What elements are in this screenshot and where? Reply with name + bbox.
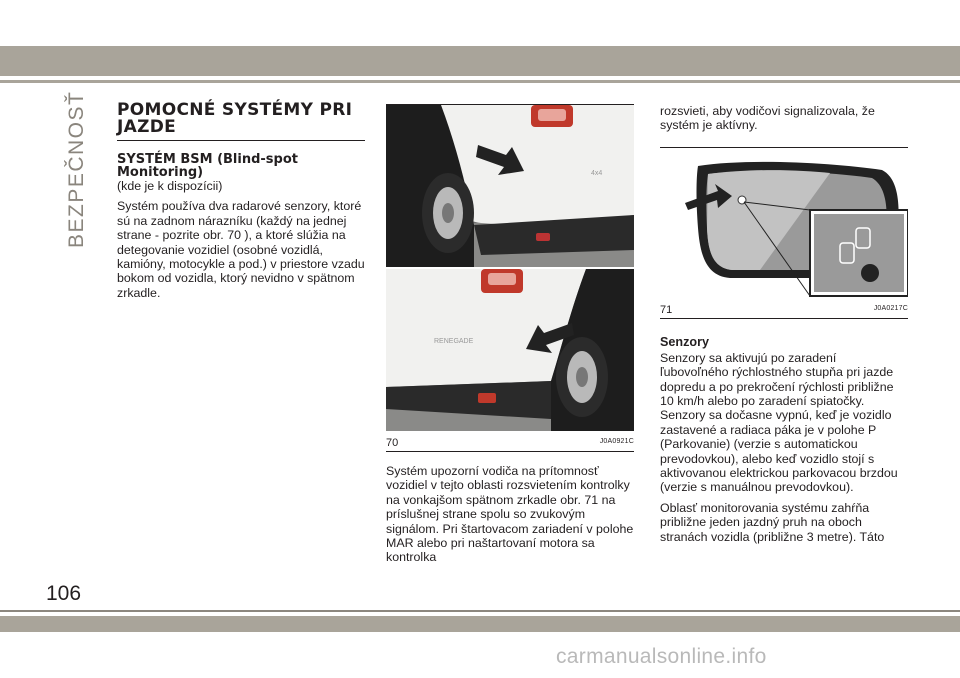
page-number: 106 — [46, 582, 82, 605]
sensors-heading: Senzory — [660, 334, 709, 349]
availability-note: (kde je k dispozícii) — [117, 179, 223, 193]
rear-bumper-left-photo — [386, 105, 634, 267]
warning-paragraph: Systém upozorní vodiča na prítomnosť vozidiel v tejto oblasti rozsvietením kontrolky na vonkajšom spätnom zrkadle obr. 71 na príslušnej strane spolu so zvukovým signálom. Pri štartovacom zariadení v polohe MAR alebo pri naštartovaní motora sa kontrolka — [386, 464, 634, 565]
svg-text:RENEGADE: RENEGADE — [434, 338, 474, 345]
figure-code: J0A0921C — [599, 438, 634, 445]
figure-number: 70 — [386, 437, 399, 449]
figure-code: J0A0217C — [873, 304, 908, 312]
rear-bumper-right-photo — [386, 269, 634, 431]
sensors-paragraph-2: Oblasť monitorovania systému zahŕňa približne jeden jazdný pruh na oboch stranách vozidla (približne 3 metre). Táto — [660, 500, 885, 544]
continued-paragraph: rozsvieti, aby vodičovi signalizovala, že systém je aktívny. — [660, 104, 875, 133]
car-rear-right-image — [386, 269, 634, 431]
side-mirror-illustration — [660, 148, 908, 298]
column-2 — [386, 104, 634, 565]
figure-70-caption — [386, 433, 634, 452]
figure-71-caption — [660, 300, 908, 319]
section-subtitle: SYSTÉM BSM (Blind-spot Monitoring) — [117, 152, 298, 180]
figure-number: 71 — [660, 303, 673, 316]
bottom-decorative-band — [0, 616, 960, 632]
top-rule — [0, 80, 960, 83]
chapter-side-label: BEZPEČNOSŤ — [65, 90, 88, 248]
page-title: POMOCNÉ SYSTÉMY PRI JAZDE — [117, 102, 365, 141]
column-1 — [117, 102, 365, 300]
svg-text:4x4: 4x4 — [591, 170, 603, 177]
watermark: carmanualsonline.info — [556, 645, 767, 668]
intro-paragraph: Systém používa dva radarové senzory, ktoré sú na zadnom nárazníku (každý na jednej strane - pozrite obr. 70 ), a ktoré slúžia na detegovanie vozidiel (osobné vozidlá, kamióny, motocykle a pod.) v priestore vzadu bokom od vozidla, ktorý nevidno v spätnom zrkadle. — [117, 199, 365, 300]
column-3 — [660, 104, 908, 544]
top-decorative-band — [0, 46, 960, 76]
figure-71 — [660, 147, 908, 319]
bottom-rule — [0, 610, 960, 612]
car-rear-left-image — [386, 105, 634, 267]
sensors-paragraph-1: Senzory sa aktivujú po zaradení ľubovoľného rýchlostného stupňa pri jazde dopredu a po prekročení rýchlosti približne 10 km/h alebo po zaradení spiatočky. Senzory sa dočasne vypnú, keď je vozidlo zastavené a radiaca páka je v polohe P (Parkovanie) (verzie s automatickou prevodovkou), alebo keď vozidlo stojí s aktivovanou elektrickou parkovacou brzdou (verzie s manuálnou prevodovkou). — [660, 350, 898, 495]
figure-70 — [386, 104, 634, 452]
